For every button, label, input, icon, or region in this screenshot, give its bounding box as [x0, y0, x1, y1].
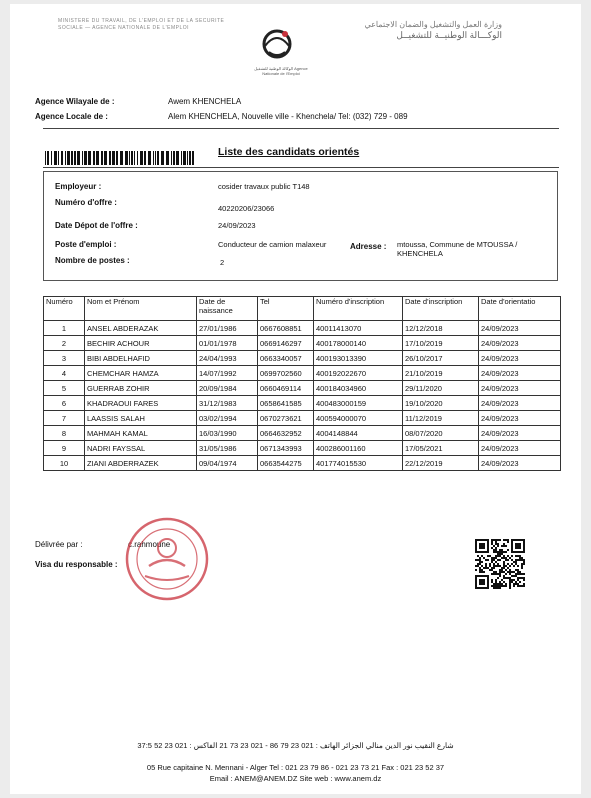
- table-cell: 14/07/1992: [197, 366, 258, 381]
- table-cell: 3: [44, 351, 85, 366]
- post-label: Poste d'emploi :: [55, 240, 117, 249]
- ministry-name-ar: وزارة العمل والتشغيل والضمان الاجتماعي: [364, 20, 502, 29]
- qr-code: [475, 539, 525, 589]
- anem-logo: [255, 26, 299, 64]
- table-cell: 5: [44, 381, 85, 396]
- table-cell: 31/12/1983: [197, 396, 258, 411]
- employer-label: Employeur :: [55, 182, 102, 191]
- table-cell: 9: [44, 441, 85, 456]
- logo-caption: الوكالة الوطنية للتشغيل Agence Nationale de l'Emploi: [254, 66, 308, 76]
- table-cell: 24/09/2023: [479, 336, 561, 351]
- barcode: [45, 151, 195, 165]
- table-row: [44, 456, 561, 471]
- table-row: [44, 396, 561, 411]
- table-row: [44, 411, 561, 426]
- table-cell: 0663340057: [258, 351, 314, 366]
- column-header: Nom et Prénom: [85, 297, 197, 321]
- table-header-row: [44, 297, 561, 321]
- offer-date-value: 24/09/2023: [218, 221, 256, 230]
- employer-value: cosider travaux public T148: [218, 182, 310, 191]
- table-cell: ZIANI ABDERRAZEK: [85, 456, 197, 471]
- table-cell: 2: [44, 336, 85, 351]
- table-cell: 17/05/2021: [403, 441, 479, 456]
- footer-address: 05 Rue capitaine N. Mennani - Alger Tel : 021 23 79 86 - 021 23 73 21 Fax : 021 23 52 37: [146, 763, 445, 772]
- address-value: mtoussa, Commune de MTOUSSA / KHENCHELA: [397, 240, 518, 258]
- table-cell: 24/09/2023: [479, 321, 561, 336]
- visa-label: Visa du responsable :: [35, 560, 118, 569]
- official-stamp: [115, 514, 220, 604]
- divider: [43, 167, 559, 168]
- agency-locale-label: Agence Locale de :: [35, 112, 108, 121]
- document-page: [10, 4, 581, 794]
- agency-wilaya-label: Agence Wilayale de :: [35, 97, 115, 106]
- table-cell: 24/04/1993: [197, 351, 258, 366]
- table-cell: 6: [44, 396, 85, 411]
- table-cell: 17/10/2019: [403, 336, 479, 351]
- footer-arabic: شارع النقيب نور الدين منالي الجزائر الهاتف : 021 23 79 86 - 021 23 73 21 الفاكس : 021 23 52 37:5: [137, 741, 454, 750]
- table-cell: 27/01/1986: [197, 321, 258, 336]
- table-cell: 0660469114: [258, 381, 314, 396]
- table-cell: 400178000140: [314, 336, 403, 351]
- table-cell: KHADRAOUI FARES: [85, 396, 197, 411]
- table-cell: MAHMAH KAMAL: [85, 426, 197, 441]
- table-cell: 20/09/1984: [197, 381, 258, 396]
- table-cell: 24/09/2023: [479, 381, 561, 396]
- table-cell: GUERRAB ZOHIR: [85, 381, 197, 396]
- column-header: Date d'inscription: [403, 297, 479, 321]
- table-cell: 400286001160: [314, 441, 403, 456]
- table-cell: 01/01/1978: [197, 336, 258, 351]
- divider: [43, 128, 559, 129]
- table-cell: ANSEL ABDERAZAK: [85, 321, 197, 336]
- delivered-by-label: Délivrée par :: [35, 540, 83, 549]
- column-header: Tel: [258, 297, 314, 321]
- table-row: [44, 381, 561, 396]
- table-cell: 0671343993: [258, 441, 314, 456]
- offer-date-label: Date Dépot de l'offre :: [55, 221, 138, 230]
- table-cell: 0667608851: [258, 321, 314, 336]
- table-cell: 24/09/2023: [479, 441, 561, 456]
- table-cell: CHEMCHAR HAMZA: [85, 366, 197, 381]
- column-header: Numéro d'inscription: [314, 297, 403, 321]
- footer-contact: Email : ANEM@ANEM.DZ Site web : www.anem.dz: [209, 774, 382, 783]
- table-cell: LAASSIS SALAH: [85, 411, 197, 426]
- table-cell: 24/09/2023: [479, 351, 561, 366]
- table-cell: 24/09/2023: [479, 396, 561, 411]
- column-header: Numéro: [44, 297, 85, 321]
- table-cell: 40011413070: [314, 321, 403, 336]
- table-cell: BECHIR ACHOUR: [85, 336, 197, 351]
- table-cell: BIBI ABDELHAFID: [85, 351, 197, 366]
- post-value: Conducteur de camion malaxeur: [218, 240, 327, 249]
- table-cell: 4: [44, 366, 85, 381]
- table-cell: 0669146297: [258, 336, 314, 351]
- table-cell: 400193013390: [314, 351, 403, 366]
- column-header: Date de naissance: [197, 297, 258, 321]
- table-cell: 0658641585: [258, 396, 314, 411]
- agency-wilaya-value: Awem KHENCHELA: [168, 97, 242, 106]
- ministry-header-fr: MINISTERE DU TRAVAIL, DE L'EMPLOI ET DE LA SECURITE SOCIALE — AGENCE NATIONALE DE L'EMPLOI: [58, 18, 225, 31]
- table-cell: 8: [44, 426, 85, 441]
- table-cell: 1: [44, 321, 85, 336]
- table-cell: 4004148844: [314, 426, 403, 441]
- table-cell: 12/12/2018: [403, 321, 479, 336]
- table-cell: 400594000070: [314, 411, 403, 426]
- posts-count-label: Nombre de postes :: [55, 256, 130, 265]
- page-title: Liste des candidats orientés: [218, 146, 360, 158]
- table-cell: 400483000159: [314, 396, 403, 411]
- table-cell: 26/10/2017: [403, 351, 479, 366]
- table-cell: 400184034960: [314, 381, 403, 396]
- table-cell: 0664632952: [258, 426, 314, 441]
- table-cell: 24/09/2023: [479, 426, 561, 441]
- column-header: Date d'orientatio: [479, 297, 561, 321]
- table-row: [44, 336, 561, 351]
- table-cell: 24/09/2023: [479, 366, 561, 381]
- table-cell: 19/10/2020: [403, 396, 479, 411]
- table-row: [44, 426, 561, 441]
- table-cell: 09/04/1974: [197, 456, 258, 471]
- table-cell: 11/12/2019: [403, 411, 479, 426]
- table-cell: 22/12/2019: [403, 456, 479, 471]
- table-cell: 16/03/1990: [197, 426, 258, 441]
- table-row: [44, 351, 561, 366]
- table-cell: 31/05/1986: [197, 441, 258, 456]
- table-row: [44, 441, 561, 456]
- candidates-table: [43, 296, 561, 471]
- table-row: [44, 321, 561, 336]
- offer-details-box: [43, 171, 558, 281]
- table-cell: 29/11/2020: [403, 381, 479, 396]
- agency-locale-value: Alem KHENCHELA, Nouvelle ville - Khenchela/ Tel: (032) 729 - 089: [168, 112, 408, 121]
- table-cell: 08/07/2020: [403, 426, 479, 441]
- table-cell: 401774015530: [314, 456, 403, 471]
- table-cell: 24/09/2023: [479, 411, 561, 426]
- table-cell: 10: [44, 456, 85, 471]
- table-cell: 24/09/2023: [479, 456, 561, 471]
- offer-number-value: 40220206/23066: [218, 204, 275, 213]
- table-cell: 03/02/1994: [197, 411, 258, 426]
- delivered-by-value: c.rahmoune: [128, 540, 171, 549]
- table-row: [44, 366, 561, 381]
- agency-name-ar: الوكـــالة الوطنيــة للتشغيــل: [396, 30, 502, 40]
- table-cell: 400192022670: [314, 366, 403, 381]
- ministry-header-ar: [322, 20, 502, 40]
- posts-count-value: 2: [220, 258, 225, 267]
- offer-number-label: Numéro d'offre :: [55, 198, 117, 207]
- table-cell: 7: [44, 411, 85, 426]
- table-cell: 0663544275: [258, 456, 314, 471]
- table-cell: 21/10/2019: [403, 366, 479, 381]
- table-cell: NADRI FAYSSAL: [85, 441, 197, 456]
- address-label: Adresse :: [350, 242, 387, 251]
- table-cell: 0670273621: [258, 411, 314, 426]
- table-cell: 0699702560: [258, 366, 314, 381]
